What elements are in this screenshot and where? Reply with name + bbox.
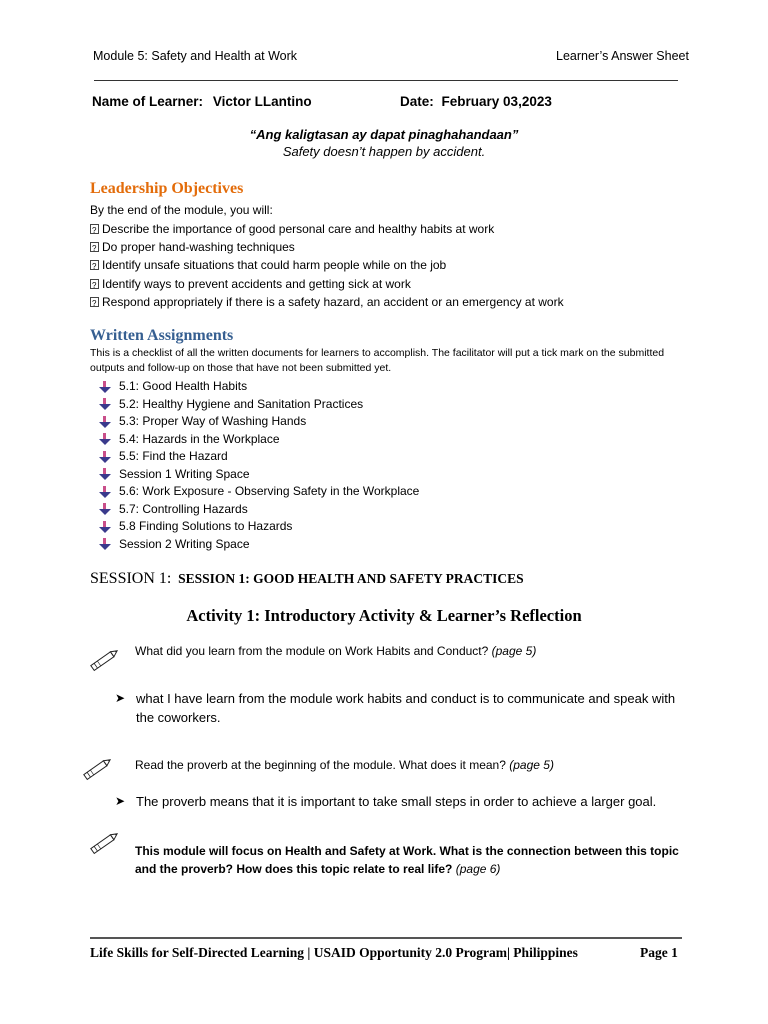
down-arrow-bullet-icon — [98, 521, 112, 533]
list-item: Session 1 Writing Space — [98, 466, 419, 484]
pencil-icon — [86, 828, 122, 858]
down-arrow-bullet-icon — [98, 398, 112, 410]
date-value: February 03,2023 — [441, 94, 552, 109]
session-heading — [90, 570, 524, 588]
session-prefix: SESSION 1: — [90, 570, 172, 587]
answer-bullet-icon: ➤ — [115, 691, 126, 705]
footer-page-number: Page 1 — [640, 945, 678, 960]
checkbox-icon — [90, 297, 99, 307]
list-item: ?Identify ways to prevent accidents and getting sick at work — [90, 275, 564, 293]
down-arrow-bullet-icon — [98, 381, 112, 393]
down-arrow-bullet-icon — [98, 451, 112, 463]
proverb-quote: “Ang kaligtasan ay dapat pinaghahandaan” — [249, 127, 519, 142]
learner-name-label: Name of Learner: — [92, 94, 204, 109]
footer-program: Life Skills for Self-Directed Learning | USAID Opportunity 2.0 Program| Philippines — [90, 945, 578, 960]
down-arrow-bullet-icon — [98, 416, 112, 428]
leadership-objectives-title: Leadership Objectives — [90, 180, 244, 197]
list-item: 5.8 Finding Solutions to Hazards — [98, 518, 419, 536]
down-arrow-bullet-icon — [98, 503, 112, 515]
down-arrow-bullet-icon — [98, 538, 112, 550]
learner-name-row — [92, 94, 312, 109]
written-assignments-title: Written Assignments — [90, 327, 234, 344]
date-label: Date: — [400, 94, 434, 109]
list-item: 5.4: Hazards in the Workplace — [98, 431, 419, 449]
list-item: 5.2: Healthy Hygiene and Sanitation Practices — [98, 396, 419, 414]
learner-date-row — [400, 94, 552, 109]
answer-bullet-icon: ➤ — [115, 794, 126, 808]
session-title: SESSION 1: GOOD HEALTH AND SAFETY PRACTICES — [178, 571, 524, 586]
pencil-icon — [86, 645, 122, 675]
down-arrow-bullet-icon — [98, 433, 112, 445]
list-item: 5.6: Work Exposure - Observing Safety in the Workplace — [98, 483, 419, 501]
proverb-translation: Safety doesn’t happen by accident. — [282, 144, 486, 159]
list-item: ?Describe the importance of good personal care and healthy habits at work — [90, 220, 564, 238]
list-item: ?Respond appropriately if there is a safety hazard, an accident or an emergency at work — [90, 293, 564, 311]
question-3: This module will focus on Health and Safety at Work. What is the connection between this topic and the proverb? How does this topic relate to real life? (page 6) — [135, 844, 679, 876]
down-arrow-bullet-icon — [98, 468, 112, 480]
list-item: ?Identify unsafe situations that could harm people while on the job — [90, 256, 564, 274]
header-divider — [94, 80, 678, 81]
list-item: Session 2 Writing Space — [98, 536, 419, 554]
leadership-intro: By the end of the module, you will: — [90, 203, 273, 217]
activity-title: Activity 1: Introductory Activity & Learner’s Reflection — [186, 606, 582, 625]
down-arrow-bullet-icon — [98, 486, 112, 498]
list-item: 5.3: Proper Way of Washing Hands — [98, 413, 419, 431]
answer-1: what I have learn from the module work habits and conduct is to communicate and speak with the coworkers. — [136, 691, 676, 725]
checkbox-icon — [90, 279, 99, 289]
checkbox-icon — [90, 260, 99, 270]
learner-name-value: Victor LLantino — [212, 94, 312, 109]
header-module-title: Module 5: Safety and Health at Work — [93, 49, 298, 63]
list-item: 5.7: Controlling Hazards — [98, 501, 419, 519]
list-item: 5.5: Find the Hazard — [98, 448, 419, 466]
footer-divider — [90, 937, 682, 939]
question-2: Read the proverb at the beginning of the module. What does it mean? (page 5) — [135, 758, 554, 772]
list-item: ?Do proper hand-washing techniques — [90, 238, 564, 256]
header-sheet-title: Learner’s Answer Sheet — [556, 49, 689, 63]
checkbox-icon — [90, 242, 99, 252]
written-assignments-list — [98, 378, 419, 553]
answer-2: The proverb means that it is important to take small steps in order to achieve a larger goal. — [136, 794, 657, 809]
written-assignments-intro: This is a checklist of all the written documents for learners to accomplish. The facilitator will put a tick mark on the submitted outputs and follow-up on those that have not been submitted yet. — [90, 347, 665, 374]
checkbox-icon — [90, 224, 99, 234]
leadership-objectives-list — [90, 220, 564, 311]
question-1: What did you learn from the module on Work Habits and Conduct? (page 5) — [135, 644, 537, 658]
pencil-icon — [79, 754, 115, 784]
list-item: 5.1: Good Health Habits — [98, 378, 419, 396]
